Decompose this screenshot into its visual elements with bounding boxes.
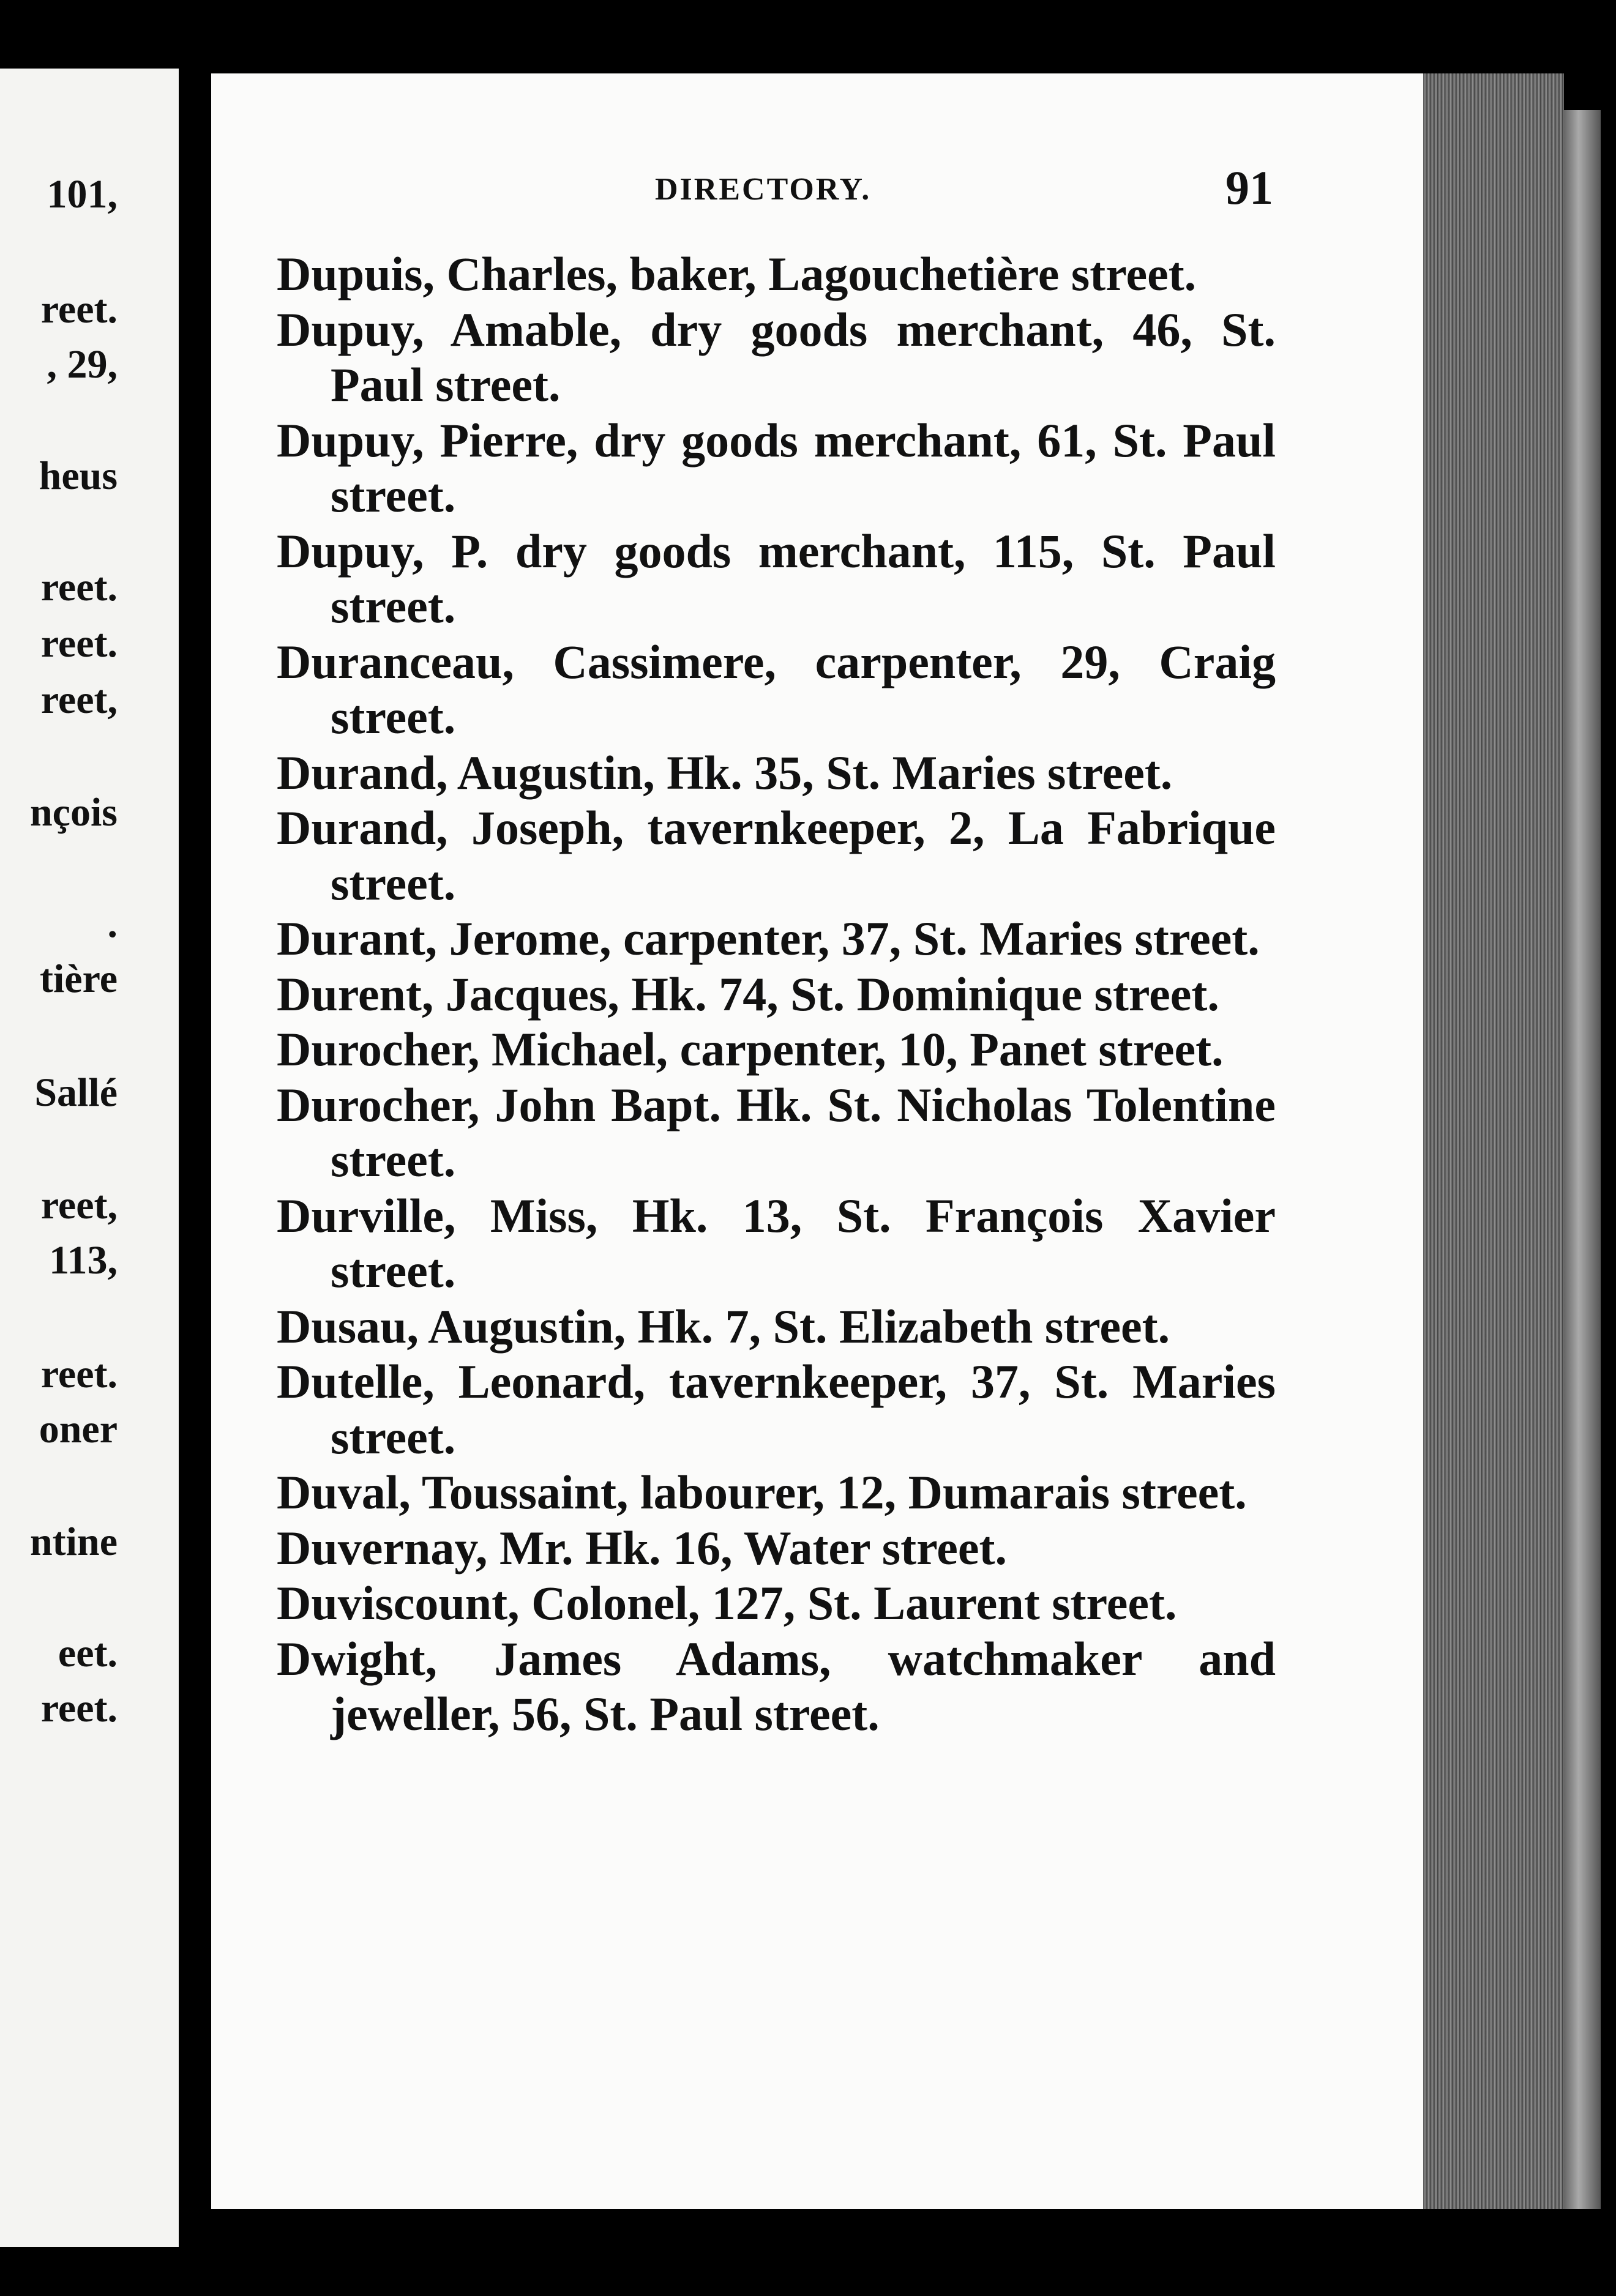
facing-page-fragment [0, 69, 179, 2247]
facing-page-line-fragment: oner [39, 1407, 118, 1452]
facing-page-line-fragment: 101, [47, 172, 118, 217]
facing-page-line-fragment: reet. [40, 565, 118, 609]
directory-entry: Dwight, James Adams, watchmaker and jeweller, 56, St. Paul street. [277, 1631, 1276, 1740]
directory-entry: Dusau, Augustin, Hk. 7, St. Elizabeth street. [277, 1299, 1170, 1353]
directory-entry: Durville, Miss, Hk. 13, St. François Xavier street. [277, 1188, 1276, 1297]
directory-entry: Duval, Toussaint, labourer, 12, Dumarais street. [277, 1466, 1247, 1519]
directory-entry: Dupuy, Pierre, dry goods merchant, 61, St. Paul street. [277, 413, 1276, 522]
facing-page-line-fragment: . [107, 901, 118, 946]
directory-entry: Durent, Jacques, Hk. 74, St. Dominique street. [277, 967, 1219, 1021]
directory-entry: Dutelle, Leonard, tavernkeeper, 37, St. Maries street. [277, 1355, 1276, 1464]
book-gutter [179, 69, 212, 2247]
directory-entry: Durand, Joseph, tavernkeeper, 2, La Fabrique street. [277, 801, 1276, 910]
directory-entries [277, 247, 1276, 1742]
directory-entry: Durant, Jerome, carpenter, 37, St. Maries street. [277, 912, 1260, 965]
facing-page-line-fragment: reet, [40, 1183, 118, 1228]
facing-page-line-fragment: Sallé [34, 1070, 118, 1115]
facing-page-line-fragment: eet. [58, 1631, 118, 1675]
directory-entry: Dupuy, P. dry goods merchant, 115, St. Paul street. [277, 524, 1276, 633]
facing-page-line-fragment: reet. [40, 1352, 118, 1396]
book-cover-edge [1564, 110, 1601, 2209]
directory-entry: Duranceau, Cassimere, carpenter, 29, Craig street. [277, 635, 1276, 744]
facing-page-line-fragment: reet. [40, 287, 118, 332]
directory-entry: Durocher, John Bapt. Hk. St. Nicholas Tolentine street. [277, 1078, 1276, 1187]
directory-entry: Dupuis, Charles, baker, Lagouchetière street. [277, 247, 1197, 300]
facing-page-line-fragment: reet. [40, 1686, 118, 1731]
directory-entry: Durand, Augustin, Hk. 35, St. Maries street. [277, 745, 1173, 799]
facing-page-line-fragment: 113, [49, 1238, 118, 1283]
facing-page-line-fragment: tière [39, 956, 118, 1001]
page-header [655, 160, 1273, 215]
page-number: 91 [1225, 161, 1273, 214]
directory-entry: Durocher, Michael, carpenter, 10, Panet street. [277, 1023, 1224, 1076]
facing-page-line-fragment: reet. [40, 621, 118, 666]
running-head: DIRECTORY. [655, 172, 872, 207]
directory-entry: Duviscount, Colonel, 127, St. Laurent street. [277, 1576, 1177, 1630]
page-edges [1423, 73, 1564, 2209]
facing-page-line-fragment: heus [39, 453, 118, 498]
facing-page-line-fragment: ntine [29, 1519, 118, 1564]
facing-page-line-fragment: , 29, [47, 342, 118, 387]
directory-entry: Duvernay, Mr. Hk. 16, Water street. [277, 1521, 1008, 1575]
facing-page-line-fragment: nçois [29, 790, 118, 835]
facing-page-line-fragment: reet, [40, 677, 118, 722]
directory-entry: Dupuy, Amable, dry goods merchant, 46, St. Paul street. [277, 302, 1276, 411]
